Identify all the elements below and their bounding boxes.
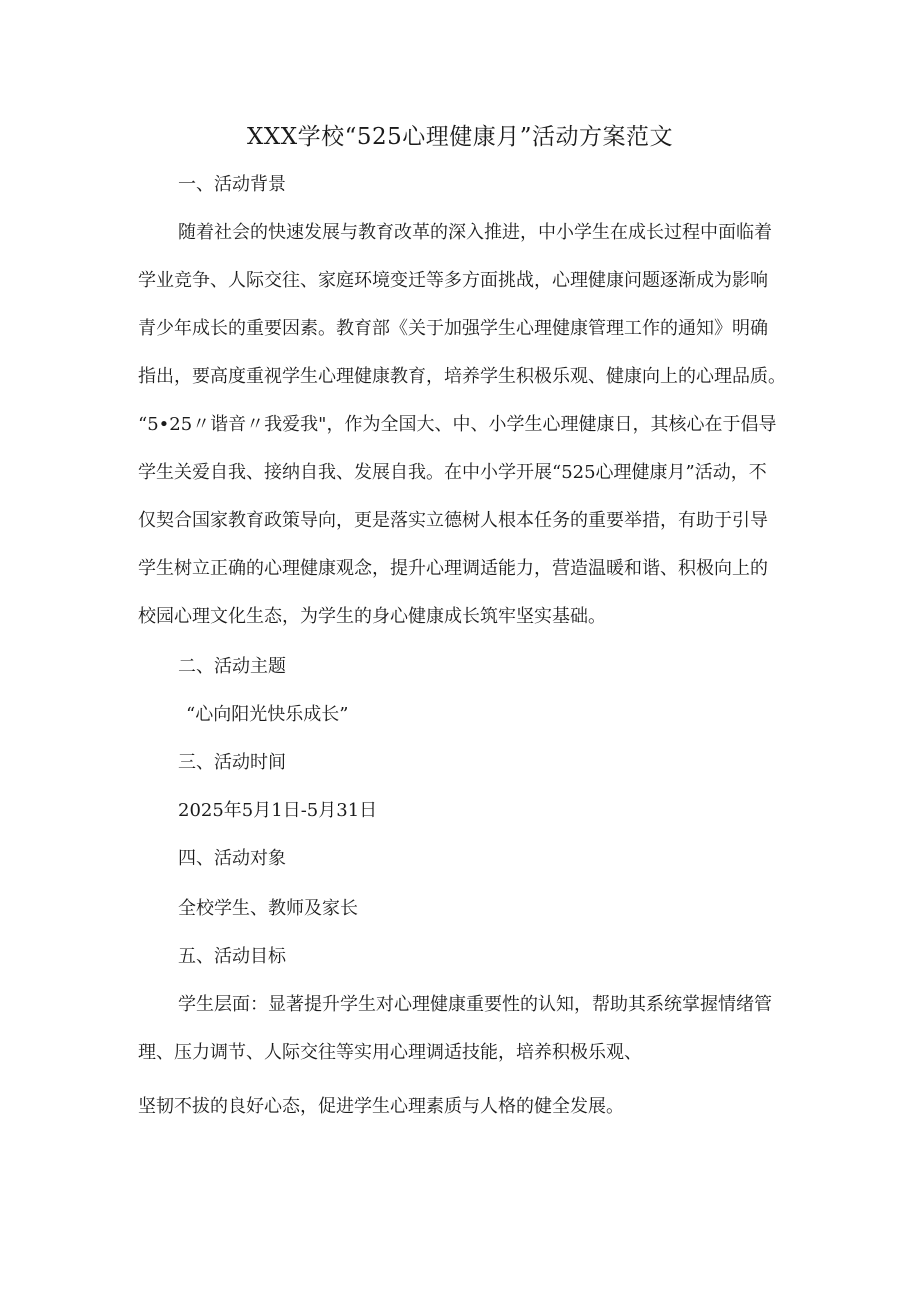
section-heading-time: 三、活动时间 (178, 752, 286, 773)
paragraph-line: 学生关爱自我、接纳自我、发展自我。在中小学开展“525心理健康月”活动，不 (138, 462, 767, 483)
section-heading-background: 一、活动背景 (178, 174, 286, 195)
paragraph-line: 学生层面：显著提升学生对心理健康重要性的认知，帮助其系统掌握情绪管 (178, 994, 772, 1015)
paragraph-line: 校园心理文化生态，为学生的身心健康成长筑牢坚实基础。 (138, 606, 606, 627)
paragraph-line: 理、压力调节、人际交往等实用心理调适技能，培养积极乐观、 (138, 1042, 642, 1063)
section-heading-audience: 四、活动对象 (178, 848, 286, 869)
audience-text: 全校学生、教师及家长 (178, 898, 358, 919)
paragraph-line: “5•25〃谐音〃我爱我"，作为全国大、中、小学生心理健康日，其核心在于倡导 (138, 414, 777, 435)
time-text: 2025年5月1日-5月31日 (178, 800, 378, 821)
paragraph-line: 青少年成长的重要因素。教育部《关于加强学生心理健康管理工作的通知》明确 (138, 318, 768, 339)
section-heading-theme: 二、活动主题 (178, 656, 286, 677)
document-title: XXX学校“525心理健康月”活动方案范文 (246, 124, 674, 150)
paragraph-line: 指出，要高度重视学生心理健康教育，培养学生积极乐观、健康向上的心理品质。 (138, 366, 786, 387)
paragraph-line: 仅契合国家教育政策导向，更是落实立德树人根本任务的重要举措，有助于引导 (138, 510, 768, 531)
section-heading-goals: 五、活动目标 (178, 946, 286, 967)
paragraph-line: 坚韧不拔的良好心态，促进学生心理素质与人格的健全发展。 (138, 1096, 624, 1117)
paragraph-line: 随着社会的快速发展与教育改革的深入推进，中小学生在成长过程中面临着 (178, 222, 772, 243)
paragraph-line: 学生树立正确的心理健康观念，提升心理调适能力，营造温暖和谐、积极向上的 (138, 558, 768, 579)
theme-text: “心向阳光快乐成长” (186, 704, 349, 725)
paragraph-line: 学业竞争、人际交往、家庭环境变迁等多方面挑战，心理健康问题逐渐成为影响 (138, 270, 768, 291)
